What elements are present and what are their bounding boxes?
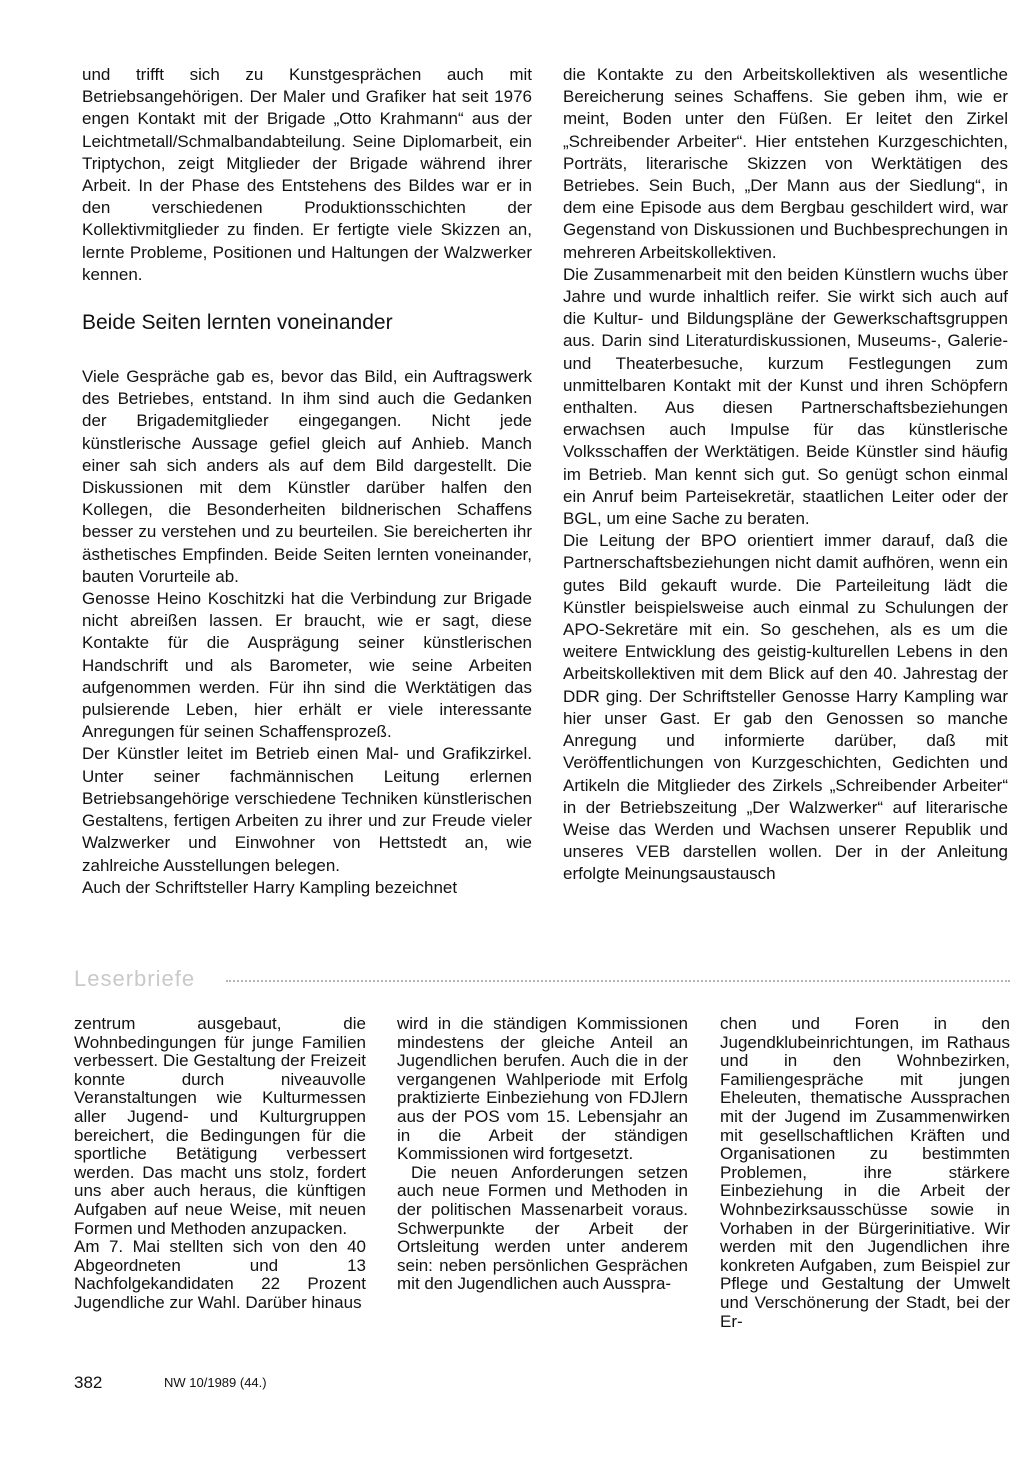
paragraph: Am 7. Mai stellten sich von den 40 Abgeordneten und 13 Nachfolgekandidaten 22 Prozent Jugendliche zur Wahl. Darüber hinaus xyxy=(74,1237,366,1312)
paragraph: Auch der Schriftsteller Harry Kampling bezeichnet xyxy=(82,877,458,897)
section-divider xyxy=(226,980,1010,982)
paragraph: und trifft sich zu Kunstgesprächen auch mit Betriebsangehörigen. Der Maler und Grafiker hat seit 1976 engen Kontakt mit der Brigade „Otto Krahmann“ aus der Leichtmetall/Schmalbandabteilung. Seine Diplomarbeit, ein Triptychon, zeigt Mitglieder der Brigade während ihrer Arbeit. In der Phase des Entstehens des Bildes war er in den verschiedenen Produktionsschichten der Kollektivmitglieder zu finden. Er fertigte viele Skizzen an, lernte Probleme, Positionen und Haltungen der Walzwerker kennen. xyxy=(82,65,532,284)
article-column-left xyxy=(82,64,532,899)
paragraph: wird in die ständigen Kommissionen mindestens der gleiche Anteil an Jugendlichen berufen. Auch die in der vergangenen Wahlperiode mit Erfolg praktizierte Einbeziehung von FDJlern aus der POS vom 15. Lebensjahr an in die Arbeit der ständigen Kommissionen wird fortgesetzt. xyxy=(397,1014,688,1164)
paragraph: die Kontakte zu den Arbeitskollektiven als wesentliche Bereicherung seines Schaffens. Sie geben ihm, wie er meint, Boden unter den Füßen. Er leitet den Zirkel „Schreibender Arbeiter“. Hier entstehen Kurzgeschichten, Porträts, literarische Skizzen von Werktätigen des Betriebes. Sein Buch, „Der Mann aus der Siedlung“, in dem eine Episode aus dem Bergbau geschildert wird, war Gegenstand von Diskussionen und Buchbesprechungen in mehreren Arbeitskollektiven. xyxy=(563,65,1008,262)
paragraph: chen und Foren in den Jugendklubeinrichtungen, im Rathaus und in den Wohnbezirken, Familiengespräche mit jungen Eheleuten, thematische Aussprachen mit der Jugend im Zusammenwirken mit gesellschaftlichen Kräften und Organisationen zu bestimmten Problemen, ihre stärkere Einbeziehung in die Arbeit der Wohnbezirksausschüsse sowie in Vorhaben in der Bürgerinitiative. Wir werden mit den Jugendlichen ihre konkreten Aufgaben, zum Beispiel zur Pflege und Gestaltung der Umwelt und Verschönerung der Stadt, bei der Er- xyxy=(720,1014,1010,1331)
paragraph: Genosse Heino Koschitzki hat die Verbindung zur Brigade nicht abreißen lassen. Er braucht, wie er sagt, diese Kontakte für die Ausprägung seiner künstlerischen Handschrift und als Barometer, wie seine Arbeiten aufgenommen werden. Für ihn sind die Werktätigen das pulsierende Leben, hier erhält er viele interessante Anregungen für seinen Schaffensprozeß. xyxy=(82,589,532,742)
page-number: 382 xyxy=(74,1373,103,1392)
paragraph: Der Künstler leitet im Betrieb einen Mal- und Grafikzirkel. Unter seiner fachmännischen Leitung erlernen Betriebsangehörige verschiedene Techniken künstlerischen Gestaltens, fertigen Arbeiten zu ihrer und zur Freude vieler Walzwerker und Einwohner von Hettstedt an, wie zahlreiche Ausstellungen belegen. xyxy=(82,744,532,875)
paragraph: Die Leitung der BPO orientiert immer darauf, daß die Partnerschaftsbeziehungen nicht damit aufhören, wenn ein gutes Bild gekauft wurde. Die Parteileitung lädt die Künstler beispielsweise auch einmal zu Schulungen der APO-Sekretäre mit ein. So geschehen, als es um die weitere Entwicklung des geistig-kulturellen Lebens in den Arbeitskollektiven mit dem Blick auf den 40. Jahrestag der DDR ging. Der Schriftsteller Genosse Harry Kampling war hier unser Gast. Er gab den Genossen so manche Anregung und informierte darüber, daß mit Veröffentlichungen von Kurzgeschichten, Gedichten und Artikeln die Mitglieder des Zirkels „Schreibender Arbeiter“ in der Betriebszeitung „Der Walzwerker“ auf literarische Weise das Werden und Wachsen unserer Republik und unseres VEB darstellen wollen. Der in der Anleitung erfolgte Meinungsaustausch xyxy=(563,531,1008,884)
letters-column-3 xyxy=(720,1015,1010,1331)
section-label: Leserbriefe xyxy=(74,966,196,991)
section-header-leserbriefe xyxy=(74,966,1010,992)
letters-column-1 xyxy=(74,1015,366,1313)
paragraph: zentrum ausgebaut, die Wohnbedingungen für junge Familien verbessert. Die Gestaltung der Freizeit konnte durch niveauvolle Veranstaltungen wie Kulturmessen aller Jugend- und Kulturgruppen bereichert, die Bedingungen für die sportliche Betätigung verbessert werden. Das macht uns stolz, fordert uns aber auch heraus, die künftigen Aufgaben auf neue Weise, mit neuen Formen und Methoden anzupacken. xyxy=(74,1014,366,1238)
paragraph: Viele Gespräche gab es, bevor das Bild, ein Auftragswerk des Betriebes, entstand. In ihm sind auch die Gedanken der Brigademitglieder eingegangen. Nicht jede künstlerische Aussage gefiel gleich auf Anhieb. Manch einer sah sich anders als auf dem Bild dargestellt. Die Diskussionen mit dem Künstler darüber halfen den Kollegen, die Besonderheiten bildnerischen Schaffens besser zu verstehen und zu beurteilen. Sie bereicherten ihr ästhetisches Empfinden. Beide Seiten lernten voneinander, bauten Vorurteile ab. xyxy=(82,367,532,586)
paragraph: Die neuen Anforderungen setzen auch neue Formen und Methoden in der politischen Massenarbeit voraus. Schwerpunkte der Arbeit der Ortsleitung werden unter anderem sein: neben persönlichen Gesprächen mit den Jugendlichen auch Ausspra- xyxy=(397,1162,688,1294)
paragraph: Die Zusammenarbeit mit den beiden Künstlern wuchs über Jahre und wurde inhaltlich reifer. Sie wirkt sich auch auf die Kultur- und Bildungspläne der Gewerkschaftsgruppen aus. Darin sind Literaturdiskussionen, Museums-, Galerie- und Theaterbesuche, kurzum Festlegungen zum unmittelbaren Kontakt mit der Kunst und ihren Schöpfern enthalten. Aus diesen Partnerschaftsbeziehungen erwachsen auch Impulse für das künstlerische Volksschaffen der Werktätigen. Beide Künstler sind häufig im Betrieb. Man kennt sich gut. So genügt schon einmal ein Anruf beim Parteisekretär, staatlichen Leiter oder der BGL, um eine Sache zu beraten. xyxy=(563,264,1008,529)
letters-column-2 xyxy=(397,1015,688,1294)
issue-info: NW 10/1989 (44.) xyxy=(164,1375,267,1390)
article-column-right xyxy=(563,64,1008,886)
section-heading: Beide Seiten lernten voneinander xyxy=(82,311,393,335)
